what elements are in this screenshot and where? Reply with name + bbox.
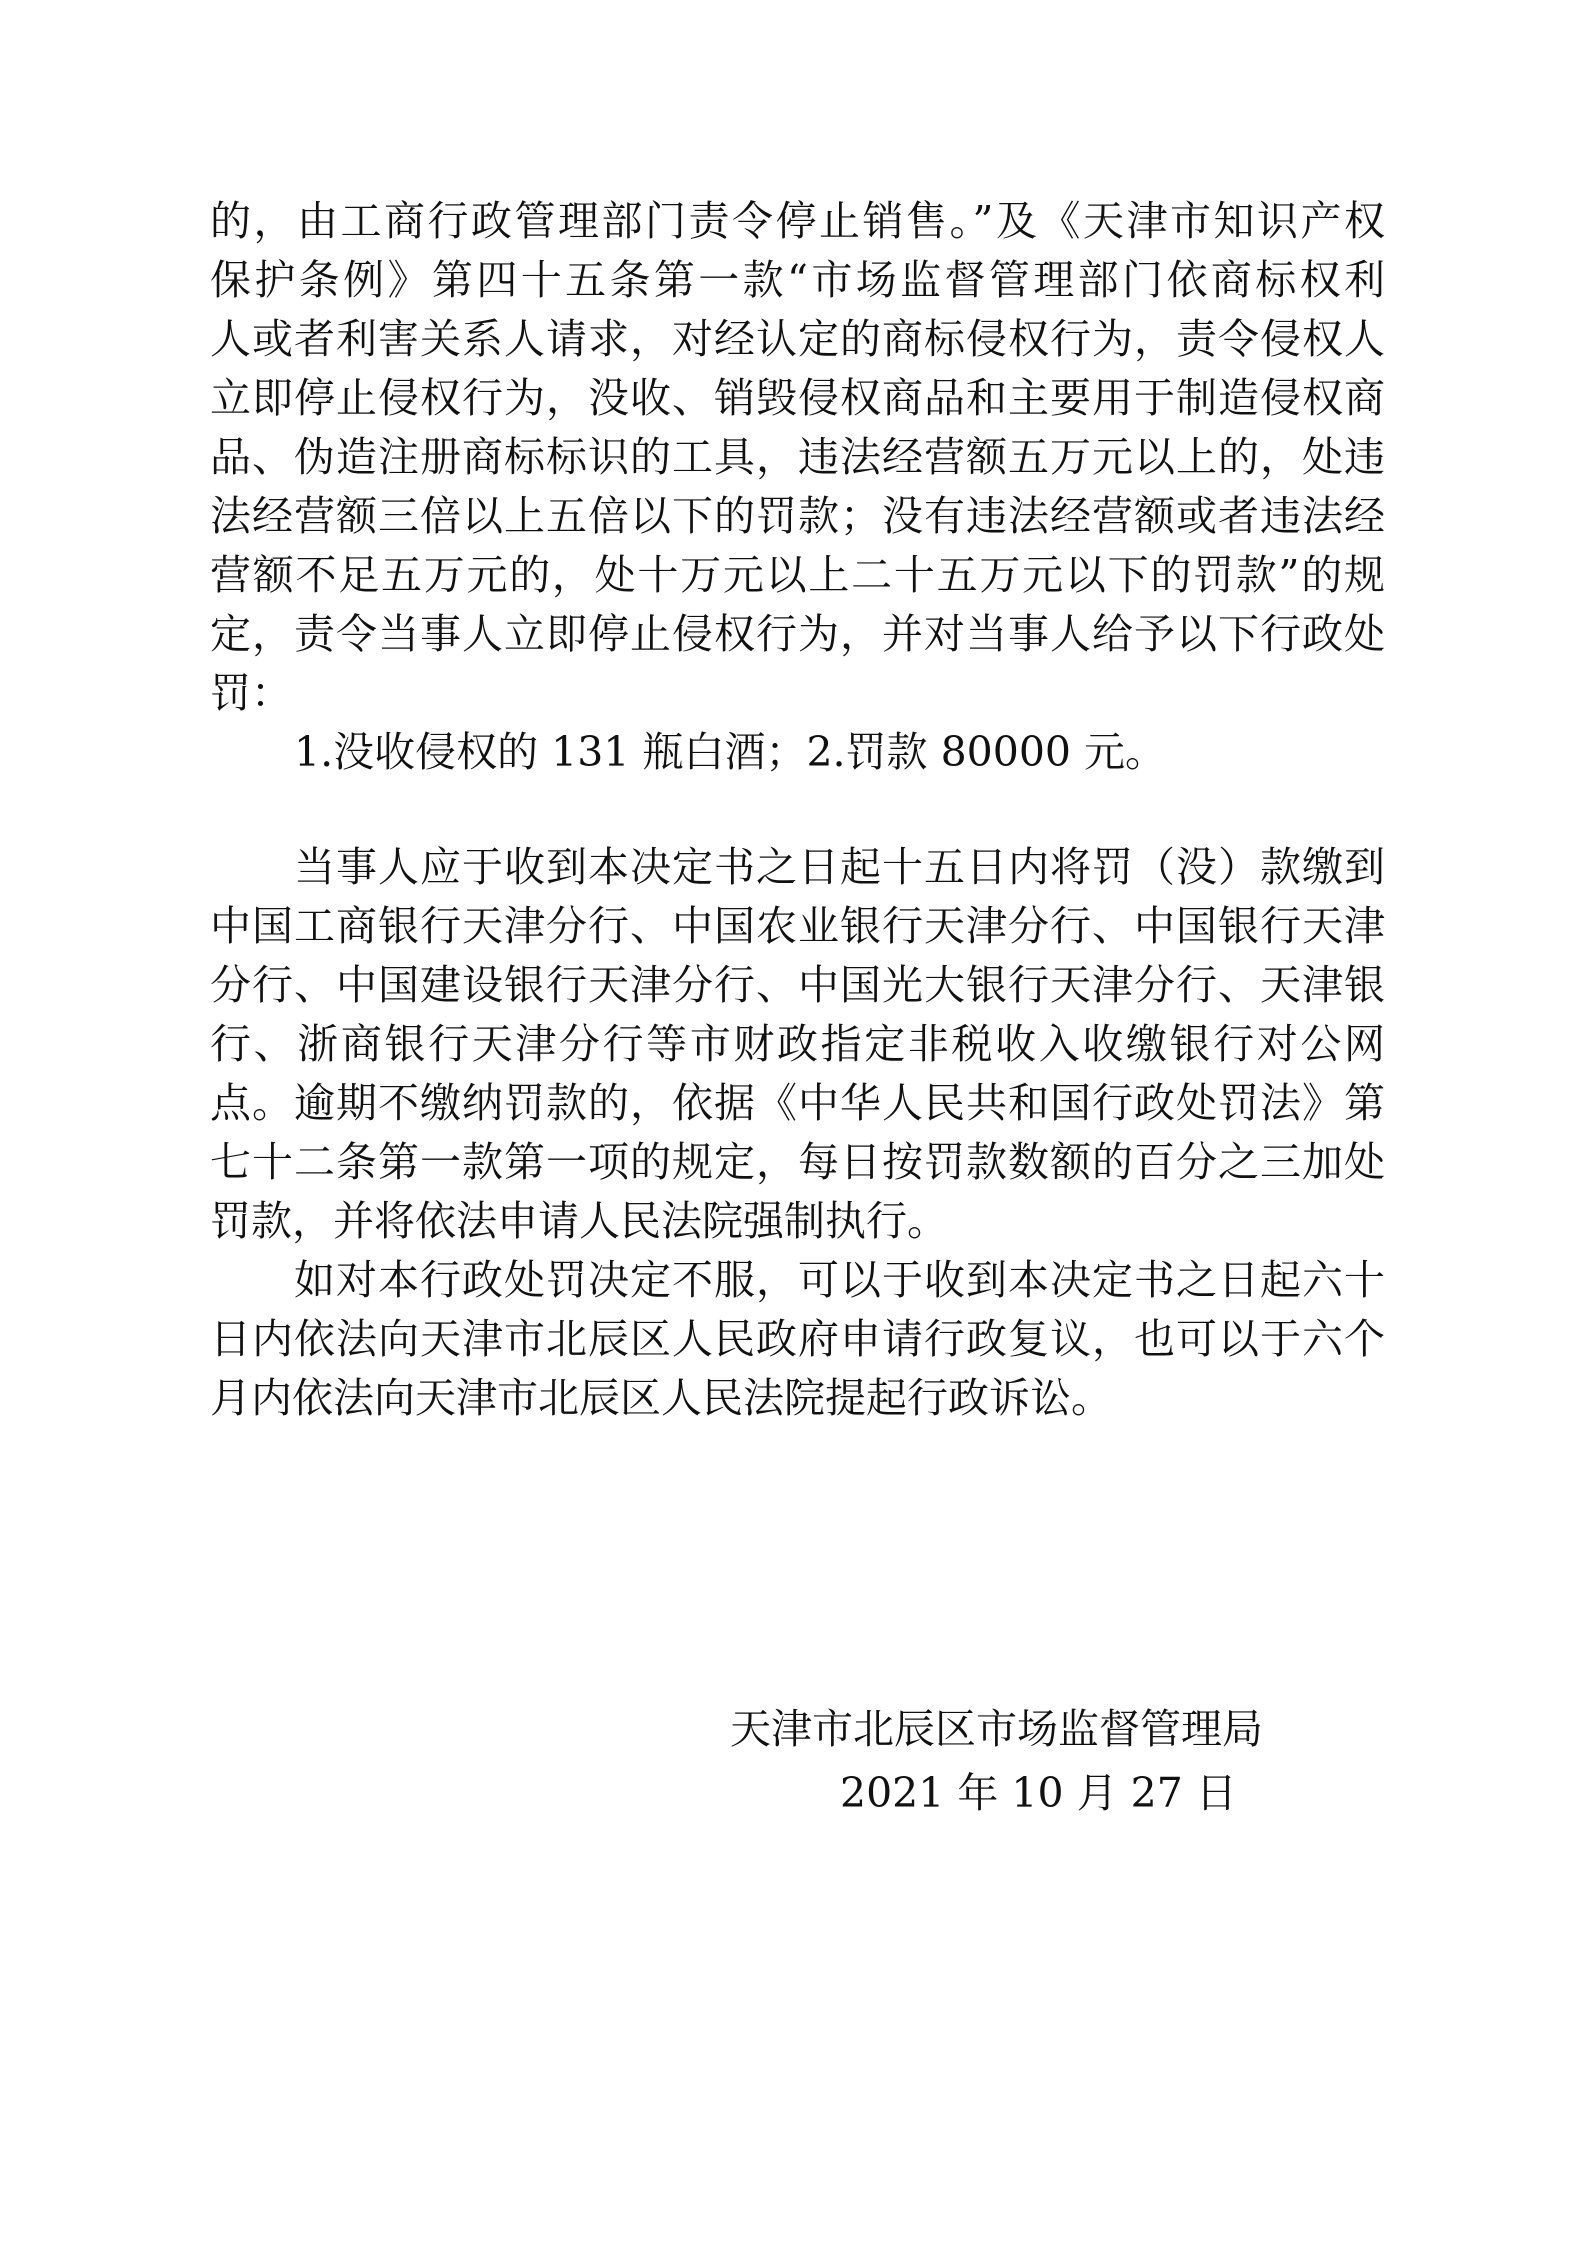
penalty-items: 1.没收侵权的 131 瓶白酒；2.罚款 80000 元。 <box>294 728 1167 776</box>
text-line: 如对本行政处罚决定不服，可以于收到本决定书之日起六十 <box>294 1256 1385 1304</box>
text-line: 罚款，并将依法申请人民法院强制执行。 <box>210 1197 948 1245</box>
text-line: 当事人应于收到本决定书之日起十五日内将罚（没）款缴到 <box>294 843 1385 891</box>
text-line: 罚： <box>210 669 292 717</box>
text-line: 的，由工商行政管理部门责令停止销售。”及《天津市知识产权 <box>210 197 1385 245</box>
text-line: 法经营额三倍以上五倍以下的罚款；没有违法经营额或者违法经 <box>210 492 1385 540</box>
issuing-organization: 天津市北辰区市场监督管理局 <box>730 1705 1263 1753</box>
text-line: 分行、中国建设银行天津分行、中国光大银行天津分行、天津银 <box>210 961 1385 1009</box>
text-line: 点。逾期不缴纳罚款的，依据《中华人民共和国行政处罚法》第 <box>210 1079 1385 1127</box>
issue-date: 2021 年 10 月 27 日 <box>840 1769 1237 1817</box>
text-line: 人或者利害关系人请求，对经认定的商标侵权行为，责令侵权人 <box>210 315 1385 363</box>
text-line: 日内依法向天津市北辰区人民政府申请行政复议，也可以于六个 <box>210 1315 1385 1363</box>
text-line: 营额不足五万元的，处十万元以上二十五万元以下的罚款”的规 <box>210 551 1385 599</box>
text-line: 保护条例》第四十五条第一款“市场监督管理部门依商标权利 <box>210 256 1385 304</box>
text-line: 立即停止侵权行为，没收、销毁侵权商品和主要用于制造侵权商 <box>210 374 1385 422</box>
text-line: 中国工商银行天津分行、中国农业银行天津分行、中国银行天津 <box>210 902 1385 950</box>
text-line: 七十二条第一款第一项的规定，每日按罚款数额的百分之三加处 <box>210 1138 1385 1186</box>
text-line: 月内依法向天津市北辰区人民法院提起行政诉讼。 <box>210 1374 1112 1422</box>
text-line: 品、伪造注册商标标识的工具，违法经营额五万元以上的，处违 <box>210 433 1385 481</box>
text-line: 定，责令当事人立即停止侵权行为，并对当事人给予以下行政处 <box>210 610 1385 658</box>
text-line: 行、浙商银行天津分行等市财政指定非税收入收缴银行对公网 <box>210 1020 1385 1068</box>
